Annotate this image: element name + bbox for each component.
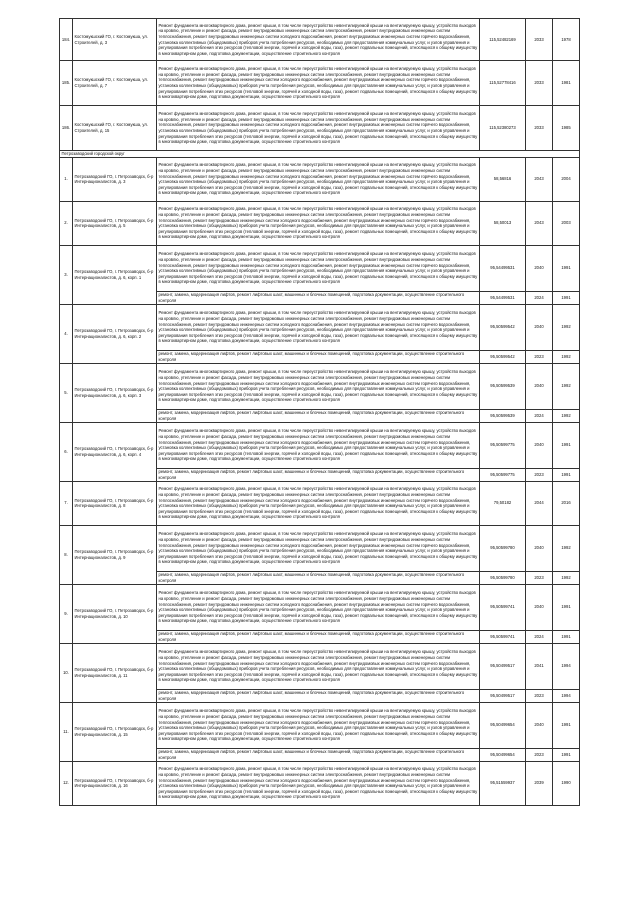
last-repair-year-cell: 1978: [553, 19, 580, 61]
address-cell: Петрозаводский ГО, г. Петрозаводск, б-р Интернационалистов, д. 11: [73, 643, 157, 702]
planned-year-cell: 2033: [526, 19, 553, 61]
district-header-row: [60, 151, 580, 158]
cost-cell: 95,50599741: [480, 630, 526, 643]
planned-year-cell: 2040: [526, 304, 553, 350]
last-repair-year-cell: 1992: [553, 409, 580, 422]
works-cell: Ремонт фундамента многоквартирного дома, ремонт крыши, в том числе переустройство невентилируемой крыши на вентилируемую крышу, устройство выходов на кровлю, утепление и ремонт фасада, ремонт внутридомовых инженерных систем электроснабжения, ремонт внутридомовых инженерных систем теплоснабжения, ремонт внутридомовых инженерных систем холодного водоснабжения, ремонт внутридомовых инженерных систем горячего водоснабжения, установка коллективных (общедомовых) приборов учета потребления ресурсов, необходимых для предоставления коммунальных услуг, и узлов управления и регулирования потребления этих ресурсов (тепловой энергии, горячей и холодной воды, газа), ремонт подвальных помещений, относящихся к общему имуществу в многоквартирном доме, подготовка документации, осуществление строительного контроля: [157, 201, 480, 245]
last-repair-year-cell: 1992: [553, 363, 580, 409]
last-repair-year-cell: 1994: [553, 643, 580, 689]
planned-year-cell: 2033: [526, 106, 553, 151]
last-repair-year-cell: 1991: [553, 468, 580, 481]
row-number: 4.: [60, 304, 73, 363]
works-cell-lift: ремонт, замена, модернизация лифтов, ремонт лифтовых шахт, машинных и блочных помещений, подготовка документации, осуществление строительного контроля: [157, 571, 480, 584]
planned-year-cell: 2024: [526, 291, 553, 304]
last-repair-year-cell: 1991: [553, 422, 580, 468]
works-cell-lift: ремонт, замена, модернизация лифтов, ремонт лифтовых шахт, машинных и блочных помещений, подготовка документации, осуществление строительного контроля: [157, 350, 480, 363]
last-repair-year-cell: 2016: [553, 481, 580, 525]
planned-year-cell: 2039: [526, 761, 553, 805]
planned-year-cell: 2040: [526, 702, 553, 748]
works-cell: Ремонт фундамента многоквартирного дома, ремонт крыши, в том числе переустройство невентилируемой крыши на вентилируемую крышу, устройство выходов на кровлю, утепление и ремонт фасада, ремонт внутридомовых инженерных систем электроснабжения, ремонт внутридомовых инженерных систем теплоснабжения, ремонт внутридомовых инженерных систем холодного водоснабжения, ремонт внутридомовых инженерных систем горячего водоснабжения, установка коллективных (общедомовых) приборов учета потребления ресурсов, необходимых для предоставления коммунальных услуг, и узлов управления и регулирования потребления этих ресурсов (тепловой энергии, горячей и холодной воды, газа), ремонт подвальных помещений, относящихся к общему имуществу в многоквартирном доме, подготовка документации, осуществление строительного контроля: [157, 363, 480, 409]
cost-cell: 115,52380273: [480, 106, 526, 151]
last-repair-year-cell: 1992: [553, 525, 580, 571]
table-row: [60, 363, 580, 409]
register-top-section: [60, 19, 580, 151]
address-cell: Петрозаводский ГО, г. Петрозаводск, б-р Интернационалистов, д. 6, корп. 3: [73, 363, 157, 422]
cost-cell: 95,50499517: [480, 643, 526, 689]
last-repair-year-cell: 1991: [553, 245, 580, 291]
planned-year-cell: 2024: [526, 630, 553, 643]
row-number: 186.: [60, 106, 73, 151]
cost-cell: 115,52778416: [480, 61, 526, 106]
capital-repair-register-table: [59, 18, 580, 806]
row-number: 5.: [60, 363, 73, 422]
table-row: [60, 19, 580, 61]
planned-year-cell: 2023: [526, 571, 553, 584]
works-cell: Ремонт фундамента многоквартирного дома, ремонт крыши, в том числе переустройство невентилируемой крыши на вентилируемую крышу, устройство выходов на кровлю, утепление и ремонт фасада, ремонт внутридомовых инженерных систем электроснабжения, ремонт внутридомовых инженерных систем теплоснабжения, ремонт внутридомовых инженерных систем холодного водоснабжения, ремонт внутридомовых инженерных систем горячего водоснабжения, установка коллективных (общедомовых) приборов учета потребления ресурсов, необходимых для предоставления коммунальных услуг, и узлов управления и регулирования потребления этих ресурсов (тепловой энергии, горячей и холодной воды, газа), ремонт подвальных помещений, относящихся к общему имуществу в многоквартирном доме, подготовка документации, осуществление строительного контроля: [157, 157, 480, 201]
district-section: [60, 151, 580, 158]
last-repair-year-cell: 1991: [553, 748, 580, 761]
row-number: 2.: [60, 201, 73, 245]
planned-year-cell: 2043: [526, 201, 553, 245]
cost-cell: 95,50599539: [480, 363, 526, 409]
works-cell-lift: ремонт, замена, модернизация лифтов, ремонт лифтовых шахт, машинных и блочных помещений, подготовка документации, осуществление строительного контроля: [157, 291, 480, 304]
table-row: [60, 106, 580, 151]
planned-year-cell: 2040: [526, 525, 553, 571]
address-cell: Петрозаводский ГО, г. Петрозаводск, б-р Интернационалистов, д. 9: [73, 525, 157, 584]
address-cell: Петрозаводский ГО, г. Петрозаводск, б-р Интернационалистов, д. 6, корп. 1: [73, 245, 157, 304]
last-repair-year-cell: 1991: [553, 584, 580, 630]
table-row: [60, 481, 580, 525]
table-row: [60, 584, 580, 630]
row-number: 12.: [60, 761, 73, 805]
table-row: [60, 702, 580, 748]
works-cell: Ремонт фундамента многоквартирного дома, ремонт крыши, в том числе переустройство невентилируемой крыши на вентилируемую крышу, устройство выходов на кровлю, утепление и ремонт фасада, ремонт внутридомовых инженерных систем электроснабжения, ремонт внутридомовых инженерных систем теплоснабжения, ремонт внутридомовых инженерных систем холодного водоснабжения, ремонт внутридомовых инженерных систем горячего водоснабжения, установка коллективных (общедомовых) приборов учета потребления ресурсов, необходимых для предоставления коммунальных услуг, и узлов управления и регулирования потребления этих ресурсов (тепловой энергии, горячей и холодной воды, газа), ремонт подвальных помещений, относящихся к общему имуществу в многоквартирном доме, подготовка документации, осуществление строительного контроля: [157, 584, 480, 630]
address-cell: Петрозаводский ГО, г. Петрозаводск, б-р Интернационалистов, д. 8: [73, 481, 157, 525]
planned-year-cell: 2023: [526, 689, 553, 702]
works-cell-lift: ремонт, замена, модернизация лифтов, ремонт лифтовых шахт, машинных и блочных помещений, подготовка документации, осуществление строительного контроля: [157, 409, 480, 422]
last-repair-year-cell: 1991: [553, 630, 580, 643]
cost-cell: 95,54499531: [480, 245, 526, 291]
last-repair-year-cell: 1985: [553, 106, 580, 151]
table-row: [60, 643, 580, 689]
cost-cell: 58,50013: [480, 201, 526, 245]
table-row: [60, 761, 580, 805]
address-cell: Петрозаводский ГО, г. Петрозаводск, б-р Интернационалистов, д. 6, корп. 2: [73, 304, 157, 363]
cost-cell: 79,50182: [480, 481, 526, 525]
last-repair-year-cell: 1992: [553, 304, 580, 350]
planned-year-cell: 2040: [526, 245, 553, 291]
address-cell: Петрозаводский ГО, г. Петрозаводск, б-р Интернационалистов, д. 6, корп. 4: [73, 422, 157, 481]
table-row: [60, 525, 580, 571]
planned-year-cell: 2043: [526, 157, 553, 201]
district-header: Петрозаводский городской округ: [60, 151, 580, 158]
address-cell: Петрозаводский ГО, г. Петрозаводск, б-р Интернационалистов, д. 5: [73, 201, 157, 245]
planned-year-cell: 2023: [526, 350, 553, 363]
planned-year-cell: 2044: [526, 481, 553, 525]
last-repair-year-cell: 1991: [553, 702, 580, 748]
cost-cell: 95,50599542: [480, 350, 526, 363]
row-number: 1.: [60, 157, 73, 201]
address-cell: Петрозаводский ГО, г. Петрозаводск, б-р Интернационалистов, д. 15: [73, 702, 157, 761]
row-number: 6.: [60, 422, 73, 481]
planned-year-cell: 2033: [526, 61, 553, 106]
table-row: [60, 304, 580, 350]
planned-year-cell: 2024: [526, 409, 553, 422]
planned-year-cell: 2040: [526, 363, 553, 409]
cost-cell: 58,56816: [480, 157, 526, 201]
works-cell: Ремонт фундамента многоквартирного дома, ремонт крыши, в том числе переустройство невентилируемой крыши на вентилируемую крышу, устройство выходов на кровлю, утепление и ремонт фасада, ремонт внутридомовых инженерных систем электроснабжения, ремонт внутридомовых инженерных систем теплоснабжения, ремонт внутридомовых инженерных систем холодного водоснабжения, ремонт внутридомовых инженерных систем горячего водоснабжения, установка коллективных (общедомовых) приборов учета потребления ресурсов, необходимых для предоставления коммунальных услуг, и узлов управления и регулирования потребления этих ресурсов (тепловой энергии, горячей и холодной воды, газа), ремонт подвальных помещений, относящихся к общему имуществу в многоквартирном доме, подготовка документации, осуществление строительного контроля: [157, 19, 480, 61]
row-number: 8.: [60, 525, 73, 584]
cost-cell: 95,50499517: [480, 689, 526, 702]
row-number: 9.: [60, 584, 73, 643]
works-cell: Ремонт фундамента многоквартирного дома, ремонт крыши, в том числе переустройство невентилируемой крыши на вентилируемую крышу, устройство выходов на кровлю, утепление и ремонт фасада, ремонт внутридомовых инженерных систем электроснабжения, ремонт внутридомовых инженерных систем теплоснабжения, ремонт внутридомовых инженерных систем холодного водоснабжения, ремонт внутридомовых инженерных систем горячего водоснабжения, установка коллективных (общедомовых) приборов учета потребления ресурсов, необходимых для предоставления коммунальных услуг, и узлов управления и регулирования потребления этих ресурсов (тепловой энергии, горячей и холодной воды, газа), ремонт подвальных помещений, относящихся к общему имуществу в многоквартирном доме, подготовка документации, осуществление строительного контроля: [157, 525, 480, 571]
last-repair-year-cell: 2004: [553, 157, 580, 201]
cost-cell: 95,50599780: [480, 571, 526, 584]
works-cell: Ремонт фундамента многоквартирного дома, ремонт крыши, в том числе переустройство невентилируемой крыши на вентилируемую крышу, устройство выходов на кровлю, утепление и ремонт фасада, ремонт внутридомовых инженерных систем электроснабжения, ремонт внутридомовых инженерных систем теплоснабжения, ремонт внутридомовых инженерных систем холодного водоснабжения, ремонт внутридомовых инженерных систем горячего водоснабжения, установка коллективных (общедомовых) приборов учета потребления ресурсов, необходимых для предоставления коммунальных услуг, и узлов управления и регулирования потребления этих ресурсов (тепловой энергии, горячей и холодной воды, газа), ремонт подвальных помещений, относящихся к общему имуществу в многоквартирном доме, подготовка документации, осуществление строительного контроля: [157, 245, 480, 291]
table-row: [60, 61, 580, 106]
address-cell: Костомукшский ГО, г. Костомукша, ул. Строителей, д. 15: [73, 106, 157, 151]
works-cell-lift: ремонт, замена, модернизация лифтов, ремонт лифтовых шахт, машинных и блочных помещений, подготовка документации, осуществление строительного контроля: [157, 748, 480, 761]
works-cell-lift: ремонт, замена, модернизация лифтов, ремонт лифтовых шахт, машинных и блочных помещений, подготовка документации, осуществление строительного контроля: [157, 468, 480, 481]
planned-year-cell: 2041: [526, 643, 553, 689]
cost-cell: 95,50599542: [480, 304, 526, 350]
last-repair-year-cell: 1992: [553, 571, 580, 584]
table-row: [60, 422, 580, 468]
works-cell: Ремонт фундамента многоквартирного дома, ремонт крыши, в том числе переустройство невентилируемой крыши на вентилируемую крышу, устройство выходов на кровлю, утепление и ремонт фасада, ремонт внутридомовых инженерных систем электроснабжения, ремонт внутридомовых инженерных систем теплоснабжения, ремонт внутридомовых инженерных систем холодного водоснабжения, ремонт внутридомовых инженерных систем горячего водоснабжения, установка коллективных (общедомовых) приборов учета потребления ресурсов, необходимых для предоставления коммунальных услуг, и узлов управления и регулирования потребления этих ресурсов (тепловой энергии, горячей и холодной воды, газа), ремонт подвальных помещений, относящихся к общему имуществу в многоквартирном доме, подготовка документации, осуществление строительного контроля: [157, 422, 480, 468]
table-row: [60, 201, 580, 245]
row-number: 11.: [60, 702, 73, 761]
row-number: 184.: [60, 19, 73, 61]
row-number: 185.: [60, 61, 73, 106]
row-number: 7.: [60, 481, 73, 525]
cost-cell: 95,50499654: [480, 748, 526, 761]
last-repair-year-cell: 1991: [553, 291, 580, 304]
last-repair-year-cell: 1981: [553, 61, 580, 106]
works-cell: Ремонт фундамента многоквартирного дома, ремонт крыши, в том числе переустройство невентилируемой крыши на вентилируемую крышу, устройство выходов на кровлю, утепление и ремонт фасада, ремонт внутридомовых инженерных систем электроснабжения, ремонт внутридомовых инженерных систем теплоснабжения, ремонт внутридомовых инженерных систем холодного водоснабжения, ремонт внутридомовых инженерных систем горячего водоснабжения, установка коллективных (общедомовых) приборов учета потребления ресурсов, необходимых для предоставления коммунальных услуг, и узлов управления и регулирования потребления этих ресурсов (тепловой энергии, горячей и холодной воды, газа), ремонт подвальных помещений, относящихся к общему имуществу в многоквартирном доме, подготовка документации, осуществление строительного контроля: [157, 481, 480, 525]
address-cell: Петрозаводский ГО, г. Петрозаводск, б-р Интернационалистов, д. 3: [73, 157, 157, 201]
works-cell-lift: ремонт, замена, модернизация лифтов, ремонт лифтовых шахт, машинных и блочных помещений, подготовка документации, осуществление строительного контроля: [157, 689, 480, 702]
cost-cell: 95,50499654: [480, 702, 526, 748]
last-repair-year-cell: 2003: [553, 201, 580, 245]
address-cell: Костомукшский ГО, г. Костомукша, ул. Строителей, д. 7: [73, 61, 157, 106]
planned-year-cell: 2040: [526, 422, 553, 468]
table-row: [60, 157, 580, 201]
cost-cell: 95,50599775: [480, 422, 526, 468]
address-cell: Петрозаводский ГО, г. Петрозаводск, б-р Интернационалистов, д. 16: [73, 761, 157, 805]
row-number: 3.: [60, 245, 73, 304]
last-repair-year-cell: 1990: [553, 761, 580, 805]
works-cell: Ремонт фундамента многоквартирного дома, ремонт крыши, в том числе переустройство невентилируемой крыши на вентилируемую крышу, устройство выходов на кровлю, утепление и ремонт фасада, ремонт внутридомовых инженерных систем электроснабжения, ремонт внутридомовых инженерных систем теплоснабжения, ремонт внутридомовых инженерных систем холодного водоснабжения, ремонт внутридомовых инженерных систем горячего водоснабжения, установка коллективных (общедомовых) приборов учета потребления ресурсов, необходимых для предоставления коммунальных услуг, и узлов управления и регулирования потребления этих ресурсов (тепловой энергии, горячей и холодной воды, газа), ремонт подвальных помещений, относящихся к общему имуществу в многоквартирном доме, подготовка документации, осуществление строительного контроля: [157, 643, 480, 689]
last-repair-year-cell: 1994: [553, 689, 580, 702]
works-cell: Ремонт фундамента многоквартирного дома, ремонт крыши, в том числе переустройство невентилируемой крыши на вентилируемую крышу, устройство выходов на кровлю, утепление и ремонт фасада, ремонт внутридомовых инженерных систем электроснабжения, ремонт внутридомовых инженерных систем теплоснабжения, ремонт внутридомовых инженерных систем холодного водоснабжения, ремонт внутридомовых инженерных систем горячего водоснабжения, установка коллективных (общедомовых) приборов учета потребления ресурсов, необходимых для предоставления коммунальных услуг, и узлов управления и регулирования потребления этих ресурсов (тепловой энергии, горячей и холодной воды, газа), ремонт подвальных помещений, относящихся к общему имуществу в многоквартирном доме, подготовка документации, осуществление строительного контроля: [157, 106, 480, 151]
planned-year-cell: 2023: [526, 748, 553, 761]
address-cell: Костомукшский ГО, г. Костомукша, ул. Строителей, д. 3: [73, 19, 157, 61]
works-cell: Ремонт фундамента многоквартирного дома, ремонт крыши, в том числе переустройство невентилируемой крыши на вентилируемую крышу, устройство выходов на кровлю, утепление и ремонт фасада, ремонт внутридомовых инженерных систем электроснабжения, ремонт внутридомовых инженерных систем теплоснабжения, ремонт внутридомовых инженерных систем холодного водоснабжения, ремонт внутридомовых инженерных систем горячего водоснабжения, установка коллективных (общедомовых) приборов учета потребления ресурсов, необходимых для предоставления коммунальных услуг, и узлов управления и регулирования потребления этих ресурсов (тепловой энергии, горячей и холодной воды, газа), ремонт подвальных помещений, относящихся к общему имуществу в многоквартирном доме, подготовка документации, осуществление строительного контроля: [157, 61, 480, 106]
cost-cell: 95,50599539: [480, 409, 526, 422]
cost-cell: 95,54499531: [480, 291, 526, 304]
table-row: [60, 245, 580, 291]
works-cell: Ремонт фундамента многоквартирного дома, ремонт крыши, в том числе переустройство невентилируемой крыши на вентилируемую крышу, устройство выходов на кровлю, утепление и ремонт фасада, ремонт внутридомовых инженерных систем электроснабжения, ремонт внутридомовых инженерных систем теплоснабжения, ремонт внутридомовых инженерных систем холодного водоснабжения, ремонт внутридомовых инженерных систем горячего водоснабжения, установка коллективных (общедомовых) приборов учета потребления ресурсов, необходимых для предоставления коммунальных услуг, и узлов управления и регулирования потребления этих ресурсов (тепловой энергии, горячей и холодной воды, газа), ремонт подвальных помещений, относящихся к общему имуществу в многоквартирном доме, подготовка документации, осуществление строительного контроля: [157, 304, 480, 350]
works-cell: Ремонт фундамента многоквартирного дома, ремонт крыши, в том числе переустройство невентилируемой крыши на вентилируемую крышу, устройство выходов на кровлю, утепление и ремонт фасада, ремонт внутридомовых инженерных систем электроснабжения, ремонт внутридомовых инженерных систем теплоснабжения, ремонт внутридомовых инженерных систем холодного водоснабжения, ремонт внутридомовых инженерных систем горячего водоснабжения, установка коллективных (общедомовых) приборов учета потребления ресурсов, необходимых для предоставления коммунальных услуг, и узлов управления и регулирования потребления этих ресурсов (тепловой энергии, горячей и холодной воды, газа), ремонт подвальных помещений, относящихся к общему имуществу в многоквартирном доме, подготовка документации, осуществление строительного контроля: [157, 761, 480, 805]
cost-cell: 115,52482169: [480, 19, 526, 61]
cost-cell: 95,50599775: [480, 468, 526, 481]
address-cell: Петрозаводский ГО, г. Петрозаводск, б-р Интернационалистов, д. 10: [73, 584, 157, 643]
row-number: 10.: [60, 643, 73, 702]
works-cell-lift: ремонт, замена, модернизация лифтов, ремонт лифтовых шахт, машинных и блочных помещений, подготовка документации, осуществление строительного контроля: [157, 630, 480, 643]
register-main-section: [60, 157, 580, 805]
cost-cell: 95,50599780: [480, 525, 526, 571]
last-repair-year-cell: 1992: [553, 350, 580, 363]
works-cell: Ремонт фундамента многоквартирного дома, ремонт крыши, в том числе переустройство невентилируемой крыши на вентилируемую крышу, устройство выходов на кровлю, утепление и ремонт фасада, ремонт внутридомовых инженерных систем электроснабжения, ремонт внутридомовых инженерных систем теплоснабжения, ремонт внутридомовых инженерных систем холодного водоснабжения, ремонт внутридомовых инженерных систем горячего водоснабжения, установка коллективных (общедомовых) приборов учета потребления ресурсов, необходимых для предоставления коммунальных услуг, и узлов управления и регулирования потребления этих ресурсов (тепловой энергии, горячей и холодной воды, газа), ремонт подвальных помещений, относящихся к общему имуществу в многоквартирном доме, подготовка документации, осуществление строительного контроля: [157, 702, 480, 748]
cost-cell: 95,50599741: [480, 584, 526, 630]
planned-year-cell: 2023: [526, 468, 553, 481]
planned-year-cell: 2040: [526, 584, 553, 630]
cost-cell: 95,51559937: [480, 761, 526, 805]
